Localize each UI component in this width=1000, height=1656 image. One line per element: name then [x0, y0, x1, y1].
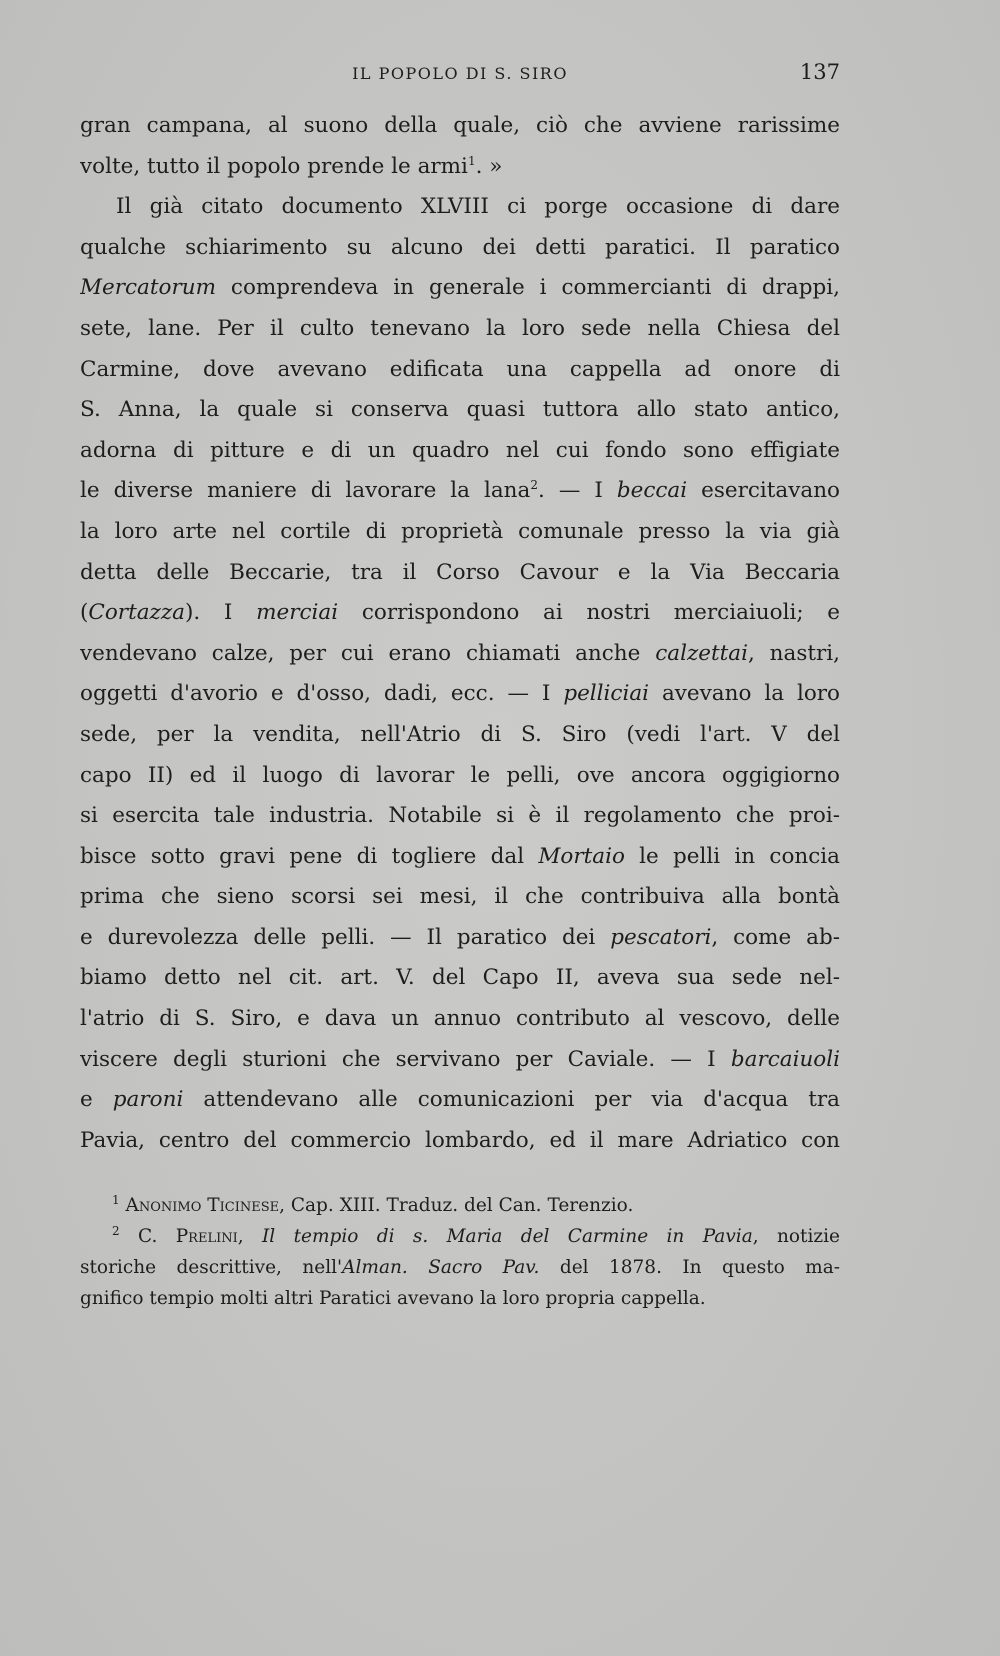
text-line [80, 674, 840, 715]
text-span: volte, tutto il popolo prende le armi [80, 153, 468, 179]
page-number: 137 [799, 60, 840, 84]
footnote-text: storiche descrittive, nell' [80, 1257, 343, 1278]
text-span: avevano la loro [649, 681, 840, 707]
text-line: Carmine, dove avevano edificata una cappella ad onore di [80, 356, 840, 382]
text-line: capo II) ed il luogo di lavorar le pelli, ove ancora oggigiorno [80, 762, 840, 788]
text-line: biamo detto nel cit. art. V. del Capo II, aveva sua sede nel- [80, 965, 840, 991]
footnote-ref: 1 [467, 153, 476, 168]
footnote-text: , [237, 1226, 262, 1247]
footnote-number: 1 [112, 1192, 120, 1207]
footnote-author: Anonimo Ticinese [125, 1195, 280, 1216]
footnote-title: Il tempio di s. Maria del Carmine in Pavia [262, 1226, 753, 1247]
text-span: ). I [185, 600, 257, 626]
italic-term: Cortazza [88, 600, 185, 626]
text-span: ( [80, 600, 89, 626]
text-span: e durevolezza delle pelli. — Il paratico dei [80, 924, 611, 950]
running-title: IL POPOLO DI S. SIRO [352, 64, 568, 83]
text-span: . — I [538, 478, 617, 504]
text-span: , nastri, [748, 640, 840, 666]
italic-term: beccai [616, 478, 688, 504]
main-text [80, 106, 840, 1161]
text-line: sete, lane. Per il culto tenevano la loro sede nella Chiesa del [80, 315, 840, 341]
text-line: la loro arte nel cortile di proprietà comunale presso la via già [80, 518, 840, 544]
text-span: oggetti d'avorio e d'osso, dadi, ecc. — I [80, 681, 564, 707]
text-line: qualche schiarimento su alcuno dei detti paratici. Il paratico [80, 234, 840, 260]
footnote-2-line-2 [80, 1252, 840, 1283]
text-span: . » [475, 153, 503, 179]
footnote-ref: 2 [530, 478, 538, 493]
footnote-text: , Cap. XIII. Traduz. del Can. Terenzio. [279, 1195, 634, 1216]
text-span: attendevano alle comunicazioni per via d'acqua tra [183, 1087, 840, 1113]
running-head [80, 60, 840, 90]
text-line: prima che sieno scorsi sei mesi, il che contribuiva alla bontà [80, 884, 840, 910]
footnote-2-line-3: gnifico tempio molti altri Paratici avevano la loro propria cappella. [80, 1288, 706, 1309]
text-line: Il già citato documento XLVIII ci porge occasione di dare [116, 194, 840, 220]
footnote-text: C. [138, 1226, 176, 1247]
text-line: gran campana, al suono della quale, ciò che avviene rarissime [80, 113, 840, 138]
text-span: bisce sotto gravi pene di togliere dal [80, 843, 539, 869]
text-line [80, 147, 840, 188]
text-span: viscere degli sturioni che servivano per Caviale. — I [80, 1046, 731, 1072]
text-line: sede, per la vendita, nell'Atrio di S. Siro (vedi l'art. V del [80, 721, 840, 747]
text-span: le pelli in concia [624, 843, 840, 869]
text-line [80, 837, 840, 878]
italic-term: pelliciai [563, 681, 650, 707]
text-span: , come ab- [711, 924, 840, 950]
text-line: Pavia, centro del commercio lombardo, ed il mare Adriatico con [80, 1127, 840, 1153]
text-span: esercitavano [687, 478, 840, 504]
footnote-text: del 1878. In questo ma- [539, 1257, 840, 1278]
text-line: l'atrio di S. Siro, e dava un annuo contributo al vescovo, delle [80, 1006, 840, 1032]
italic-term: Mortaio [538, 843, 625, 869]
footnote-author: Prelini [175, 1226, 238, 1247]
text-line: si esercita tale industria. Notabile si è il regolamento che proi- [80, 803, 840, 829]
footnote-title: Alman. Sacro Pav. [342, 1257, 540, 1278]
text-line [80, 1040, 840, 1081]
footnotes [80, 1190, 840, 1314]
text-line [80, 1080, 840, 1121]
text-line: S. Anna, la quale si conserva quasi tuttora allo stato antico, [80, 397, 840, 423]
italic-term: merciai [256, 600, 339, 626]
text-span: comprendeva in generale i commercianti di drappi, [215, 275, 840, 301]
footnote-1 [80, 1190, 840, 1221]
italic-term: calzettai [655, 640, 748, 666]
text-line: adorna di pitture e di un quadro nel cui fondo sono effigiate [80, 437, 840, 463]
text-span: vendevano calze, per cui erano chiamati anche [80, 640, 656, 666]
text-line [80, 918, 840, 959]
italic-term: Mercatorum [80, 275, 216, 301]
footnote-number: 2 [112, 1223, 120, 1238]
text-line [80, 268, 840, 309]
italic-term: barcaiuoli [730, 1046, 840, 1072]
italic-term: paroni [112, 1087, 184, 1113]
text-line [80, 593, 840, 634]
text-line [80, 471, 840, 512]
text-span: e [80, 1087, 113, 1113]
footnote-2 [80, 1221, 840, 1252]
text-line [80, 634, 840, 675]
italic-term: pescatori [610, 924, 712, 950]
footnote-text: , notizie [752, 1226, 840, 1247]
text-span: le diverse maniere di lavorare la lana [80, 478, 531, 504]
text-line: detta delle Beccarie, tra il Corso Cavour e la Via Beccaria [80, 559, 840, 585]
text-span: corrispondono ai nostri merciaiuoli; e [338, 600, 840, 626]
